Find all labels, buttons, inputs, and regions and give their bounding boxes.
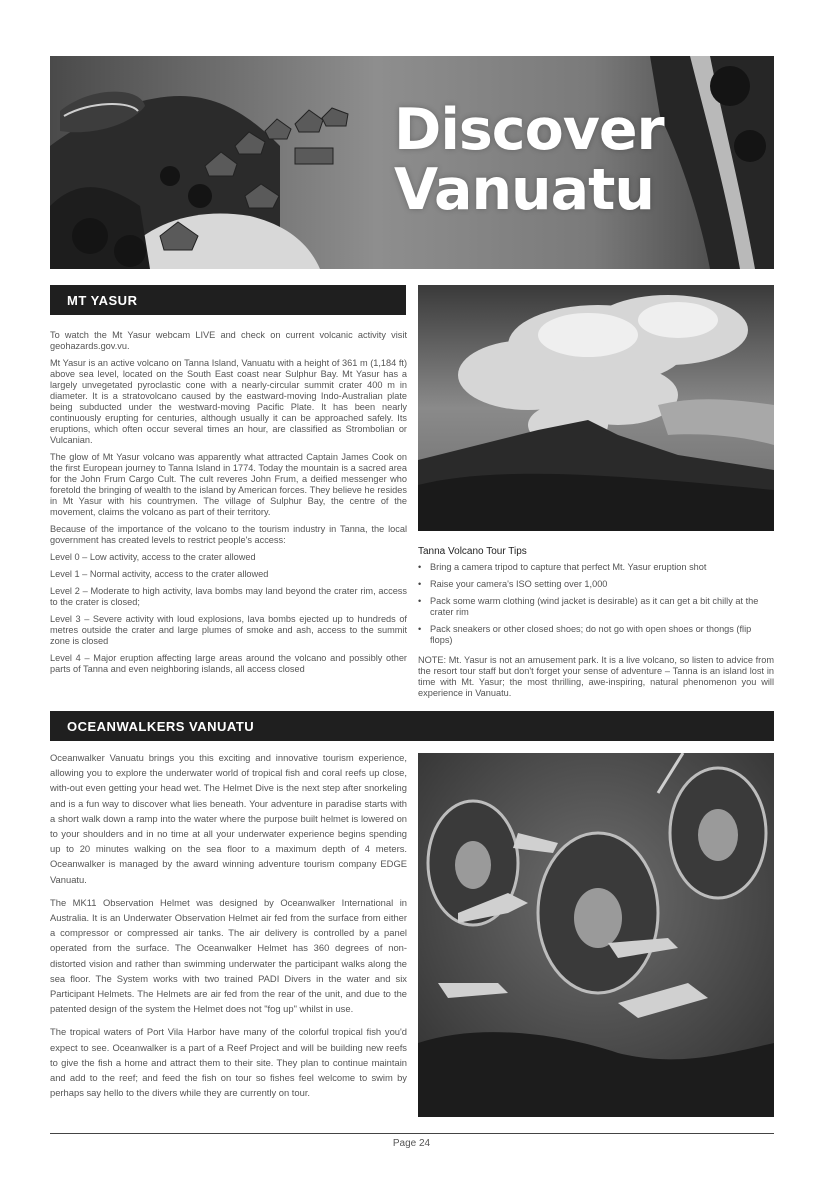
paragraph: Because of the importance of the volcano to the tourism industry in Tanna, the local government has created levels to restrict people's access: [50,524,407,545]
page-number: Page 24 [392,1138,431,1149]
section-heading-label: OCEANWALKERS VANUATU [67,718,255,734]
oceanwalkers-body [50,750,407,1108]
paragraph: The MK11 Observation Helmet was designed by Oceanwalker International in Australia. It is an Underwater Observation Helmet air fed from the surface from either a compressor or compressed air tanks. The air delivery is controlled by a panel operated from the surface. The Oceanwalker Helmet has 360 degrees of non-distorted vision and rather than swimming underwater the participant walks along the sea floor. The System works with two trained PADI Divers in the water and six Participant Helmets. The Helmets are air fed from the rear of the unit, and due to the patented design of the system the Helmet does not "fog up" whilst in use. [50,896,407,1015]
paragraph: The tropical waters of Port Vila Harbor have many of the colorful tropical fish you'd expect to see. Oceanwalker is a part of a Reef Project and will be building new reefs to give the fish a home and attract them to their site. They plan to continue maintain and add to the reef; and feed the fish on tour so fishes feel welcome to swim by perhaps say hello to the divers while they are currently on tour. [50,1026,407,1099]
volcano-photo [418,285,774,531]
tips-title: Tanna Volcano Tour Tips [418,546,527,557]
tip-item: • Pack some warm clothing (wind jacket is desirable) as it can get a bit chilly at the crater rim [430,596,774,618]
paragraph: Oceanwalker Vanuatu brings you this exciting and innovative tourism experience, allowing you to explore the underwater world of tropical fish and coral reefs up close, with-out even getting your head wet. The Helmet Dive is the next step after snorkeling and is a fun way to discover what lies beneath. Your adventure in paradise starts with a short walk down a ramp into the water where the purpose built helmet is lowered on to your shoulders and in no time at all your underwater experience begins spending up to 20 minutes walking on the sea floor to a maximum depth of 4 meters. Oceanwalker is managed by the award winning adventure tourism company EDGE Vanuatu. [50,752,407,885]
footer-divider [50,1133,774,1134]
hero-title-line2: Vanuatu [394,157,654,223]
paragraph: Mt Yasur is an active volcano on Tanna Island, Vanuatu with a height of 361 m (1,184 ft) above sea level, located on the South East coast near Sulphur Bay. Mt Yasur has a largely unvegetated pyroclastic cone with a nearly-circular summit crater 400 m in diameter. It is a stratovolcano caused by the eastward-moving Indo-Australian plate being subducted under the westward-moving Pacific Plate. It has been nearly continuously erupting for centuries, although usually it can be approached safely. Its eruptions, which often occur several times an hour, are classified as Strombolian or Vulcanian. [50,358,407,445]
hero-title-line1: Discover [394,97,664,163]
hero-title [394,97,664,223]
section-heading-label: MT YASUR [67,292,138,308]
section-heading-mt-yasur [50,285,406,315]
tip-item: • Raise your camera's ISO setting over 1,000 [430,579,774,590]
level-item: Level 3 – Severe activity with loud explosions, lava bombs ejected up to hundreds of metres outside the crater and large plumes of smoke and ash, access to the summit zone is closed [50,614,407,646]
section-heading-oceanwalkers [50,711,774,741]
tips-list [418,562,774,652]
safety-note: NOTE: Mt. Yasur is not an amusement park. It is a live volcano, so listen to advice from the resort tour staff but don't forget your sense of adventure – Tanna is an island lost in time with Mt. Yasur; the most thrilling, awe-inspiring, natural phenomenon you will experience in Vanuatu. [418,655,774,698]
level-item: Level 1 – Normal activity, access to the crater allowed [50,569,269,579]
mt-yasur-body [50,330,407,681]
paragraph: To watch the Mt Yasur webcam LIVE and check on current volcanic activity visit geohazards.gov.vu. [50,330,407,351]
level-item: Level 2 – Moderate to high activity, lava bombs may land beyond the crater rim, access to the crater is closed; [50,586,407,607]
hero-banner [50,56,774,269]
level-item: Level 0 – Low activity, access to the crater allowed [50,552,256,562]
paragraph: The glow of Mt Yasur volcano was apparently what attracted Captain James Cook on the first European journey to Tanna Island in 1774. Today the mountain is a sacred area for the John Frum Cargo Cult. The cult reveres John Frum, a deified messenger who foretold the bringing of wealth to the island by American forces. They believe he resides in Mt Yasur with his countrymen. The village of Sulphur Bay, the centre of the movement, claims the volcano as part of their territory. [50,452,407,517]
level-item: Level 4 – Major eruption affecting large areas around the volcano and possibly other parts of Tanna and even neighboring islands, all access closed [50,653,407,674]
tip-item: • Pack sneakers or other closed shoes; do not go with open shoes or thongs (flip flops) [430,624,774,646]
tip-item: • Bring a camera tripod to capture that perfect Mt. Yasur eruption shot [430,562,774,573]
helmet-divers-photo [418,753,774,1117]
